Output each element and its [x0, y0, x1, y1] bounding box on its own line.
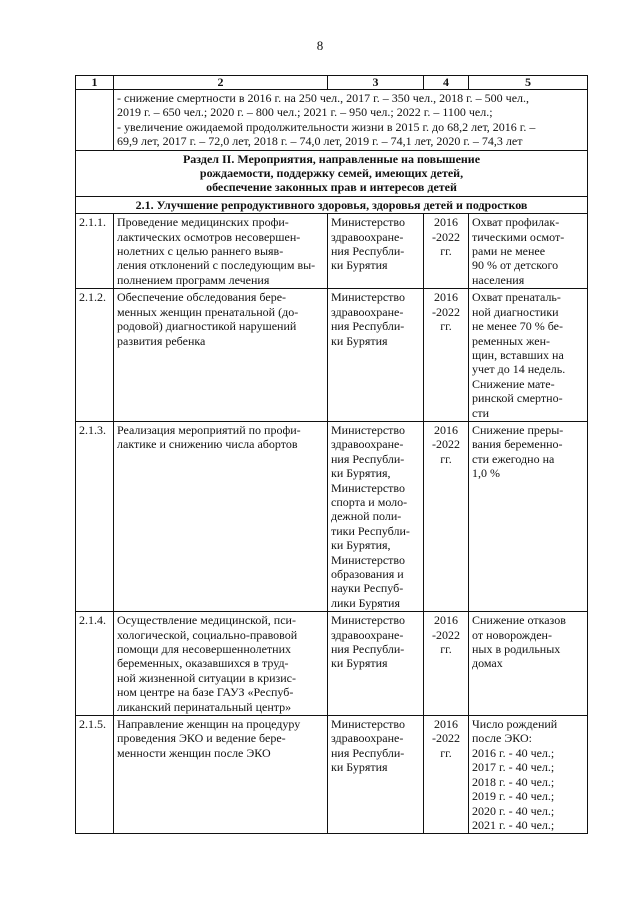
executor-line: Министерство — [331, 552, 405, 567]
row-number: 2.1.2. — [76, 289, 114, 422]
period-line: гг. — [440, 451, 452, 466]
row-number: 2.1.3. — [76, 421, 114, 611]
executor-line: ки Бурятия — [331, 656, 388, 671]
result-line: Снижение отказов — [472, 613, 566, 628]
period-line: гг. — [440, 319, 452, 334]
activity-line: развития ребенка — [117, 333, 206, 348]
result-line: сти — [472, 405, 489, 420]
period-line: 2016 — [434, 215, 458, 230]
section-title-line: обеспечение законных прав и интересов детей — [206, 180, 457, 195]
activity-cell — [114, 716, 328, 834]
result-line: домах — [472, 656, 503, 671]
result-line: Число рождений — [472, 717, 558, 732]
executor-line: лики Бурятия — [331, 595, 400, 610]
column-number-5: 5 — [469, 76, 588, 90]
result-line: ных в родильных — [472, 642, 561, 657]
table-row — [76, 612, 588, 716]
activity-line: нолетних с целью раннего выяв- — [117, 244, 284, 259]
executor-line: здравоохране- — [331, 627, 404, 642]
executor-line: образования и — [331, 567, 404, 581]
activity-line: Обеспечение обследования бере- — [117, 290, 287, 305]
result-line: тическими осмот- — [472, 229, 565, 244]
activity-line: Реализация мероприятий по профи- — [117, 422, 301, 437]
activity-line: Осуществление медицинской, пси- — [117, 613, 296, 628]
period-line: 2016 — [434, 613, 458, 628]
result-cell — [469, 289, 588, 422]
activity-cell — [114, 612, 328, 716]
result-line: вания беременно- — [472, 437, 563, 452]
executor-line: ния Республи- — [331, 745, 405, 760]
period-line: 2016 — [434, 422, 458, 437]
period-line: -2022 — [432, 627, 460, 642]
section-title-line: Раздел II. Мероприятия, направленные на повышение — [182, 151, 481, 166]
activity-line: лактике и снижению числа абортов — [117, 437, 298, 452]
measures-table — [75, 75, 588, 834]
executor-cell — [328, 716, 424, 834]
result-line: ременных жен- — [472, 333, 551, 348]
activity-cell — [114, 421, 328, 611]
section-title — [76, 150, 588, 196]
activity-line: Направление женщин на процедуру — [117, 717, 301, 732]
activity-cell — [114, 214, 328, 289]
result-cell — [469, 214, 588, 289]
result-line: 2019 г. - 40 чел.; — [472, 789, 555, 804]
result-line: Охват профилак- — [472, 215, 560, 230]
activity-line: лактических осмотров несовершен- — [117, 229, 301, 244]
continuation-line: 69,9 лет, 2017 г. – 72,0 лет, 2018 г. – 74,0 лет, 2019 г. – 74,1 лет, 2020 г. – 74,3 лет — [117, 134, 523, 149]
result-line: сти ежегодно на — [472, 451, 555, 466]
executor-line: здравоохране- — [331, 437, 404, 452]
executor-line: Министерство — [331, 215, 405, 230]
row-number: 2.1.1. — [76, 214, 114, 289]
executor-line: ки Бурятия — [331, 258, 388, 273]
period-cell — [424, 612, 469, 716]
result-line: Снижение мате- — [472, 376, 555, 391]
executor-line: ния Республи- — [331, 244, 405, 259]
page-number: 8 — [316, 38, 324, 53]
column-number-1: 1 — [76, 76, 114, 90]
result-line: 2021 г. - 40 чел.; — [472, 817, 555, 832]
column-number-4: 4 — [424, 76, 469, 90]
result-line: ринской смертно- — [472, 391, 563, 406]
row-number: 2.1.5. — [76, 716, 114, 834]
activity-line: менных женщин пренатальной (до- — [117, 304, 299, 319]
column-number-3: 3 — [328, 76, 424, 90]
executor-cell — [328, 289, 424, 422]
activity-line: хологической, социально-правовой — [117, 627, 298, 642]
result-line: ной диагностики — [472, 304, 559, 319]
period-cell — [424, 214, 469, 289]
result-cell — [469, 716, 588, 834]
executor-cell — [328, 421, 424, 611]
result-line: рами не менее — [472, 244, 546, 259]
executor-line: здравоохране- — [331, 229, 404, 244]
result-line: после ЭКО: — [472, 731, 532, 746]
executor-line: ния Республи- — [331, 451, 405, 466]
period-line: гг. — [440, 244, 452, 259]
subsection-title: 2.1. Улучшение репродуктивного здоровья, здоровья детей и подростков — [76, 196, 588, 213]
table-row — [76, 214, 588, 289]
result-line: населения — [472, 272, 525, 287]
activity-line: полнением программ лечения — [117, 272, 270, 287]
activity-line: помощи для несовершеннолетних — [117, 642, 292, 657]
continuation-text — [114, 90, 588, 151]
activity-line: Проведение медицинских профи- — [117, 215, 289, 230]
result-line: 2016 г. - 40 чел.; — [472, 745, 555, 760]
executor-cell — [328, 612, 424, 716]
executor-line: Министерство — [331, 613, 405, 628]
section-title-line: рождаемости, поддержку семей, имеющих детей, — [199, 166, 464, 181]
table-row — [76, 421, 588, 611]
period-line: -2022 — [432, 731, 460, 746]
executor-line: Министерство — [331, 422, 405, 437]
period-cell — [424, 421, 469, 611]
period-line: 2016 — [434, 717, 458, 732]
activity-line: менности женщин после ЭКО — [117, 745, 271, 760]
executor-line: Министерство — [331, 717, 405, 732]
result-line: 90 % от детского — [472, 258, 559, 273]
period-line: -2022 — [432, 304, 460, 319]
continuation-line: - снижение смертности в 2016 г. на 250 чел., 2017 г. – 350 чел., 2018 г. – 500 чел., — [117, 91, 530, 105]
activity-line: ликанский перинатальный центр» — [117, 699, 292, 714]
executor-line: ки Бурятия, — [331, 538, 391, 553]
result-line: 1,0 % — [472, 466, 500, 481]
result-line: учет до 14 недель. — [472, 362, 566, 377]
section-title-row — [76, 150, 588, 196]
period-line: гг. — [440, 745, 452, 760]
period-cell — [424, 289, 469, 422]
executor-line: ния Республи- — [331, 319, 405, 334]
activity-line: ной жизненной ситуации в кризис- — [117, 670, 296, 685]
executor-line: тики Республи- — [331, 523, 410, 538]
period-line: гг. — [440, 642, 452, 657]
subsection-title-row — [76, 196, 588, 213]
row-number: 2.1.4. — [76, 612, 114, 716]
result-line: Охват пренаталь- — [472, 290, 561, 305]
executor-line: здравоохране- — [331, 731, 404, 746]
result-line: от новорожден- — [472, 627, 552, 642]
column-number-2: 2 — [114, 76, 328, 90]
activity-line: проведения ЭКО и ведение бере- — [117, 731, 286, 746]
period-line: -2022 — [432, 229, 460, 244]
column-number-row — [76, 76, 588, 90]
executor-line: ки Бурятия, — [331, 466, 391, 481]
table-row — [76, 289, 588, 422]
result-line: Снижение преры- — [472, 422, 564, 437]
executor-line: здравоохране- — [331, 304, 404, 319]
executor-line: ния Республи- — [331, 642, 405, 657]
activity-line: ном центре на базе ГАУЗ «Респуб- — [117, 685, 294, 700]
executor-cell — [328, 214, 424, 289]
executor-line: дежной поли- — [331, 509, 402, 524]
result-cell — [469, 612, 588, 716]
executor-line: науки Респуб- — [331, 581, 404, 596]
result-line: 2017 г. - 40 чел.; — [472, 760, 555, 775]
result-line: 2020 г. - 40 чел.; — [472, 803, 555, 818]
result-line: щин, вставших на — [472, 347, 564, 362]
table-row — [76, 716, 588, 834]
executor-line: Министерство — [331, 480, 405, 495]
period-cell — [424, 716, 469, 834]
activity-cell — [114, 289, 328, 422]
result-line: не менее 70 % бе- — [472, 319, 564, 334]
executor-line: Министерство — [331, 290, 405, 305]
executor-line: спорта и моло- — [331, 494, 408, 509]
activity-line: родовой) диагностикой нарушений — [117, 319, 297, 334]
continuation-row — [76, 90, 588, 151]
executor-line: ки Бурятия — [331, 760, 388, 775]
activity-line: ления отклонений с последующим вы- — [117, 258, 316, 273]
period-line: -2022 — [432, 437, 460, 452]
result-cell — [469, 421, 588, 611]
continuation-line: - увеличение ожидаемой продолжительности жизни в 2015 г. до 68,2 лет, 2016 г. – — [117, 119, 536, 134]
continuation-line: 2019 г. – 650 чел.; 2020 г. – 800 чел.; 2021 г. – 950 чел.; 2022 г. – 1100 чел.; — [117, 105, 493, 120]
activity-line: беременных, оказавшихся в труд- — [117, 656, 289, 671]
period-line: 2016 — [434, 290, 458, 305]
executor-line: ки Бурятия — [331, 333, 388, 348]
result-line: 2018 г. - 40 чел.; — [472, 774, 555, 789]
